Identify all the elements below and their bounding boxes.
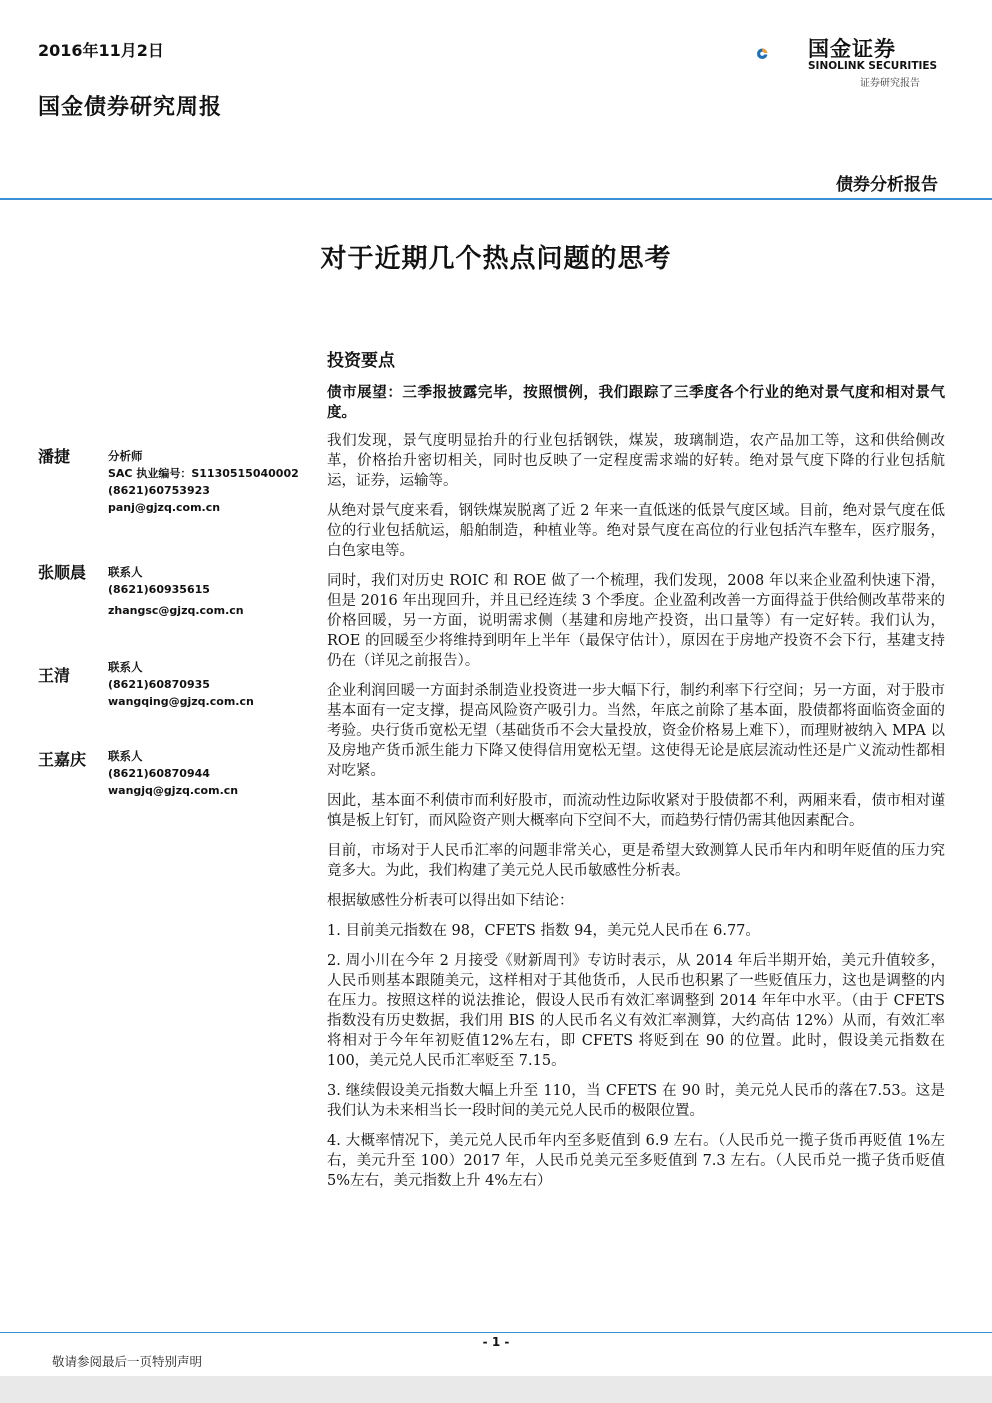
- logo-company-name: 国金证券: [808, 37, 896, 61]
- conclusion-item: 4. 大概率情况下，美元兑人民币年内至多贬值到 6.9 左右。（人民币兑一揽子货币再贬值 1%左右，美元升至 100）2017 年，人民币兑美元至多贬值到 7.3 左右。（人民币兑一揽子货币贬值 5%左右，美元指数上升 4%左右）: [327, 1133, 945, 1189]
- conclusion-item: 1. 目前美元指数在 98，CFETS 指数 94，美元兑人民币在 6.77。: [327, 923, 760, 939]
- analyst-role: 联系人: [108, 565, 143, 579]
- analyst-role: 联系人: [108, 749, 143, 763]
- bottom-divider: [0, 1332, 992, 1333]
- report-date: 2016年11月2日: [38, 41, 164, 60]
- paragraph: 根据敏感性分析表可以得出如下结论：: [327, 893, 574, 909]
- key-points-section: [327, 346, 945, 1201]
- viewer-bottom-bar: [0, 1376, 992, 1403]
- paragraph: 同时，我们对历史 ROIC 和 ROE 做了一个梳理，我们发现，2008 年以来企业盈利快速下滑，但是 2016 年出现回升，并且已经连续 3 个季度。企业盈利改善一方面得益于供给侧改革带来的价格回暖，另一方面，说明需求侧（基建和房地产投资，出口量等）有一定好转。我们认为，ROE 的回暖至少将维持到明年上半年（最保守估计），原因在于房地产投资不会下行，基建支持仍在（详见之前报告）。: [327, 573, 945, 669]
- analyst-email[interactable]: panj@gjzq.com.cn: [108, 501, 221, 514]
- analyst-name: 王清: [38, 666, 71, 685]
- conclusion-item: 3. 继续假设美元指数大幅上升至 110，当 CFETS 在 90 时，美元兑人民币的落在7.53。这是我们认为未来相当长一段时间的美元兑人民币的极限位置。: [327, 1083, 945, 1119]
- analyst-role: 分析师: [108, 449, 143, 463]
- paragraph: 目前，市场对于人民币汇率的问题非常关心，更是希望大致测算人民币年内和明年贬值的压力究竟多大。为此，我们构建了美元兑人民币敏感性分析表。: [327, 843, 945, 879]
- top-divider: [0, 198, 992, 200]
- analyst-phone: (8621)60870935: [108, 678, 210, 691]
- paragraph: 从绝对景气度来看，钢铁煤炭脱离了近 2 年来一直低迷的低景气度区域。目前，绝对景气度在低位的行业包括航运，船舶制造，种植业等。绝对景气度在高位的行业包括汽车整车，医疗服务，白色家电等。: [327, 503, 945, 559]
- analyst-phone: (8621)60935615: [108, 583, 210, 596]
- report-series: 国金债券研究周报: [38, 94, 223, 120]
- analyst-phone: (8621)60753923: [108, 484, 210, 497]
- page-number: - 1 -: [482, 1335, 510, 1349]
- paragraph: 因此，基本面不利债市而利好股市，而流动性边际收紧对于股债都不利，两厢来看，债市相对谨慎是板上钉钉，而风险资产则大概率向下空间不大，而趋势行情仍需其他因素配合。: [327, 793, 945, 829]
- analyst-role: 联系人: [108, 660, 143, 674]
- analyst-sac-number: SAC 执业编号：S1130515040002: [108, 467, 299, 480]
- paragraph: 我们发现，景气度明显抬升的行业包括钢铁，煤炭，玻璃制造，农产品加工等，这和供给侧改革，价格抬升密切相关，同时也反映了一定程度需求端的好转。绝对景气度下降的行业包括航运，证券，运输等。: [327, 433, 945, 489]
- analyst-name: 潘捷: [38, 447, 71, 466]
- key-points-lead: 债市展望：三季报披露完毕，按照惯例，我们跟踪了三季度各个行业的绝对景气度和相对景气度。: [327, 384, 945, 421]
- paragraph: 企业利润回暖一方面封杀制造业投资进一步大幅下行，制约利率下行空间；另一方面，对于股市基本面有一定支撑，提高风险资产吸引力。当然，年底之前除了基本面，股债都将面临资金面的考验。央行货币宽松无望（基础货币不会大量投放，资金价格易上难下），而理财被纳入 MPA 以及房地产货币派生能力下降又使得信用宽松无望。这使得无论是底层流动性还是广义流动性都相对吃紧。: [327, 683, 945, 779]
- report-title: 对于近期几个热点问题的思考: [320, 244, 672, 274]
- key-points-heading: 投资要点: [327, 351, 395, 371]
- sinolink-logo-icon: [756, 30, 806, 80]
- report-type: 债券分析报告: [836, 175, 938, 195]
- logo-subtitle: 证券研究报告: [860, 78, 920, 89]
- analyst-name: 王嘉庆: [38, 750, 87, 769]
- logo-english-name: SINOLINK SECURITIES: [808, 60, 938, 72]
- analyst-email[interactable]: wangjq@gjzq.com.cn: [108, 784, 239, 797]
- analyst-name: 张顺晨: [38, 563, 87, 582]
- analyst-email[interactable]: zhangsc@gjzq.com.cn: [108, 604, 244, 617]
- conclusion-item: 2. 周小川在今年 2 月接受《财新周刊》专访时表示，从 2014 年后半期开始，美元升值较多，人民币则基本跟随美元，这样相对于其他货币，人民币也积累了一些贬值压力，这也是调整的内在压力。按照这样的说法推论，假设人民币有效汇率调整到 2014 年年中水平。（由于 CFETS 指数没有历史数据，我们用 BIS 的人民币名义有效汇率测算，大约高估 12%）从而，有效汇率将相对于今年年初贬值12%左右，即 CFETS 将贬到在 90 的位置。此时，假设美元指数在 100，美元兑人民币汇率贬至 7.15。: [327, 953, 945, 1069]
- analyst-email[interactable]: wangqing@gjzq.com.cn: [108, 695, 254, 708]
- disclaimer-note: 敬请参阅最后一页特别声明: [52, 1354, 203, 1369]
- analyst-phone: (8621)60870944: [108, 767, 210, 780]
